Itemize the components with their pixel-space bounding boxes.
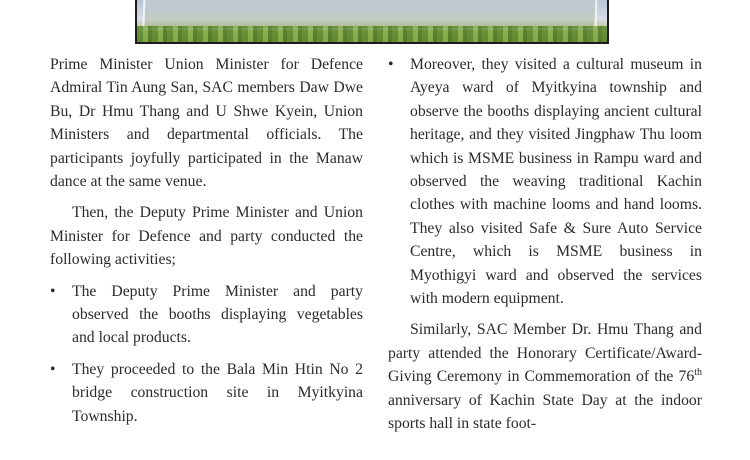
right-paragraph-text-cont: anniversary of Kachin State Day at the indoor sports hall in state foot-: [388, 391, 702, 433]
left-paragraph-2: Then, the Deputy Prime Minister and Union Minister for Defence and party conducted the following activities;: [50, 204, 363, 269]
bullet-marker: •: [50, 360, 56, 378]
list-item-text: They proceeded to the Bala Min Htin No 2 bridge construction site in Myitkyina Township.: [72, 360, 363, 425]
list-item: [50, 358, 363, 428]
photo-greenery: [137, 26, 607, 42]
right-bullet-list: [388, 53, 702, 310]
left-column: [50, 53, 363, 436]
list-item-text: The Deputy Prime Minister and party observed the booths displaying vegetables and local products.: [72, 282, 363, 347]
left-paragraph-1: Prime Minister Union Minister for Defence Admiral Tin Aung San, SAC members Daw Dwe Bu, Dr Hmu Thang and U Shwe Kyein, Union Ministers and departmental officials. The participants joyfully participated in the Manaw dance at the same venue.: [50, 56, 363, 191]
list-item-text: Moreover, they visited a cultural museum in Ayeya ward of Myitkyina township and observe the booths displaying ancient cultural heritage, and they visited Jingphaw Thu loom which is MSME business in Rampu ward and observed the weaving traditional Kachin clothes with machine looms and hand looms. They also visited Safe & Sure Auto Service Centre, which is MSME business in Myothigyi ward and observed the services with modern equipment.: [410, 56, 702, 308]
top-photo: [135, 0, 609, 44]
ordinal-superscript: th: [694, 367, 702, 379]
bullet-marker: •: [50, 282, 56, 300]
right-paragraph-text: Similarly, SAC Member Dr. Hmu Thang and party attended the Honorary Certificate/Award-Giving Ceremony in Commemoration of the 76: [388, 321, 702, 386]
right-paragraph: [388, 318, 702, 435]
right-column: [388, 53, 702, 444]
list-item: [388, 53, 702, 310]
bullet-marker: •: [388, 56, 394, 73]
left-bullet-list: [50, 280, 363, 428]
list-item: [50, 280, 363, 350]
